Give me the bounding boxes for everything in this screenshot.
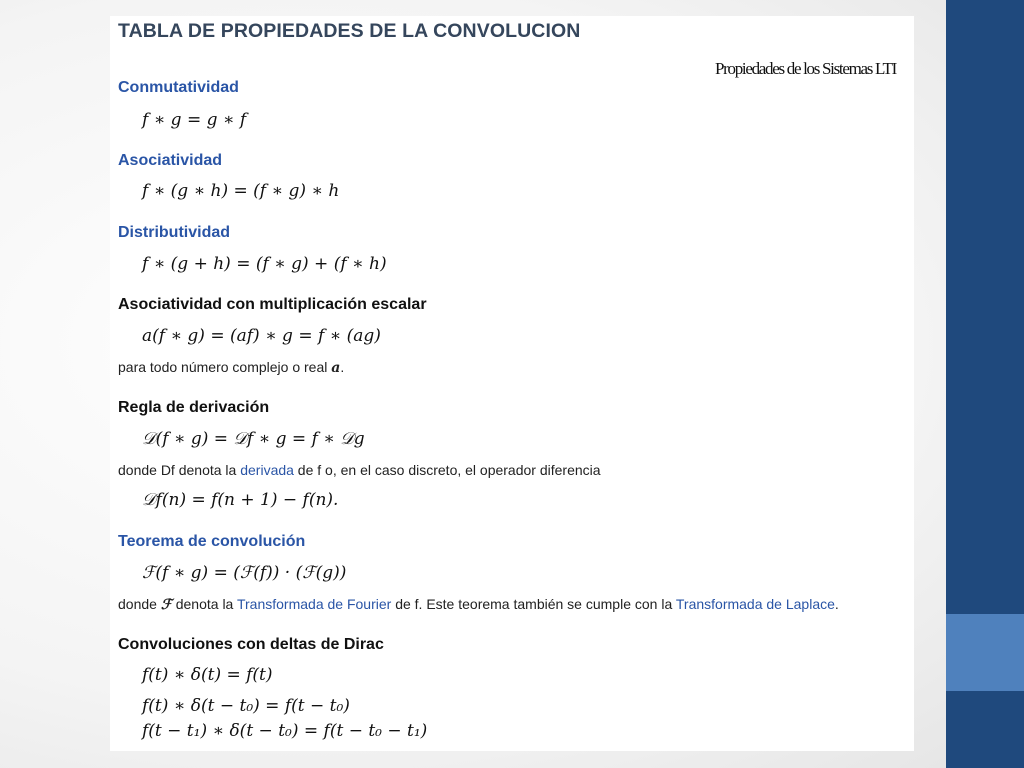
formula-derivacion: 𝒟(f ∗ g) = 𝒟f ∗ g = f ∗ 𝒟g bbox=[142, 429, 365, 449]
formula-dirac-3: f(t − t₁) ∗ δ(t − t₀) = f(t − t₀ − t₁) bbox=[142, 721, 428, 741]
formula-escalar: a(f ∗ g) = (af) ∗ g = f ∗ (ag) bbox=[142, 326, 381, 346]
note-teorema-symbol: ℱ bbox=[160, 597, 172, 613]
heading-escalar: Asociatividad con multiplicación escalar bbox=[118, 296, 427, 313]
note-teorema-mid2: de f. Este teorema también se cumple con la bbox=[391, 596, 676, 612]
link-derivada[interactable]: derivada bbox=[240, 462, 294, 478]
note-teorema bbox=[118, 596, 839, 613]
note-teorema-end: . bbox=[834, 596, 839, 612]
note-derivacion-end: de f o, en el caso discreto, el operador diferencia bbox=[293, 462, 601, 478]
link-fourier[interactable]: Transformada de Fourier bbox=[236, 596, 392, 612]
formula-asociatividad: f ∗ (g ∗ h) = (f ∗ g) ∗ h bbox=[142, 181, 340, 201]
heading-asociatividad: Asociatividad bbox=[118, 152, 223, 169]
note-teorema-text: donde bbox=[118, 596, 161, 612]
heading-distributividad: Distributividad bbox=[118, 224, 231, 241]
note-derivacion-text: donde Df denota la bbox=[118, 462, 241, 478]
heading-dirac: Convoluciones con deltas de Dirac bbox=[118, 636, 384, 653]
note-escalar-var: a bbox=[331, 360, 341, 376]
formula-dirac-2: f(t) ∗ δ(t − t₀) = f(t − t₀) bbox=[142, 696, 350, 716]
note-escalar-end: . bbox=[340, 359, 345, 375]
note-escalar-text: para todo número complejo o real bbox=[118, 359, 332, 375]
note-derivacion bbox=[118, 462, 601, 478]
formula-diferencia: 𝒟f(n) = f(n + 1) − f(n). bbox=[142, 490, 339, 510]
heading-derivacion: Regla de derivación bbox=[118, 399, 270, 416]
formula-conmutatividad: f ∗ g = g ∗ f bbox=[142, 110, 247, 130]
slide-subtitle: Propiedades de los Sistemas LTI bbox=[715, 59, 896, 78]
formula-distributividad: f ∗ (g + h) = (f ∗ g) + (f ∗ h) bbox=[142, 254, 387, 274]
heading-teorema: Teorema de convolución bbox=[118, 533, 306, 550]
heading-conmutatividad: Conmutatividad bbox=[118, 79, 239, 96]
link-laplace[interactable]: Transformada de Laplace bbox=[675, 596, 835, 612]
slide-title: TABLA DE PROPIEDADES DE LA CONVOLUCION bbox=[118, 20, 581, 42]
note-escalar bbox=[118, 359, 344, 376]
sidebar-accent-block bbox=[946, 614, 1024, 691]
note-teorema-mid: denota la bbox=[171, 596, 237, 612]
formula-dirac-1: f(t) ∗ δ(t) = f(t) bbox=[142, 665, 273, 685]
formula-teorema: ℱ(f ∗ g) = (ℱ(f)) · (ℱ(g)) bbox=[142, 563, 347, 583]
properties-table-image bbox=[110, 16, 914, 751]
